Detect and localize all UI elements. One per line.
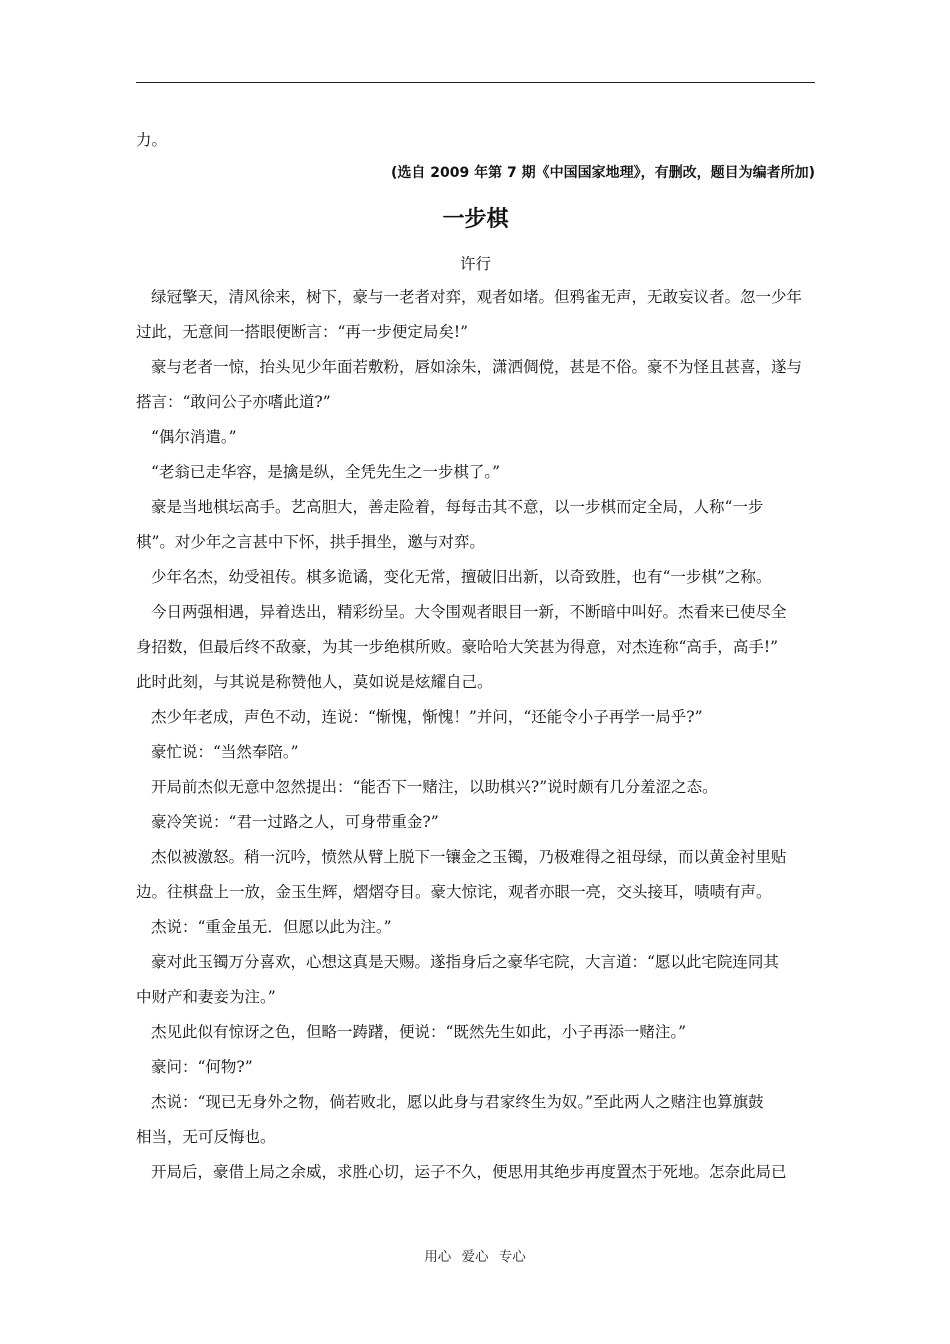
paragraph-first-line: 豪与老者一惊，抬头见少年面若敷粉，唇如涂朱，潇洒倜傥，甚是不俗。豪不为怪且甚喜，遂与 xyxy=(151,358,803,376)
paragraph-first-line: 杰少年老成，声色不动，连说：“惭愧，惭愧！”并问，“还能令小子再学一局乎?” xyxy=(151,708,703,726)
paragraph-first-line: “老翁已走华容，是擒是纵，全凭先生之一步棋了。” xyxy=(151,463,501,481)
paragraph-first-line: 开局前杰似无意中忽然提出：“能否下一赌注，以助棋兴?”说时颇有几分羞涩之态。 xyxy=(151,778,718,796)
paragraph-first-line: 豪是当地棋坛高手。艺高胆大，善走险着，每每击其不意，以一步棋而定全局，人称“一步 xyxy=(151,498,764,516)
article-author: 许行 xyxy=(459,255,491,273)
article-title: 一步棋 xyxy=(442,207,509,232)
article-paragraphs xyxy=(136,280,815,1190)
paragraph-first-line: 豪忙说：“当然奉陪。” xyxy=(151,743,299,761)
paragraph-first-line: 杰似被激怒。稍一沉吟，愤然从臂上脱下一镶金之玉镯，乃极难得之祖母绿，而以黄金衬里贴 xyxy=(151,848,787,866)
source-citation: (选自 2009 年第 7 期《中国国家地理》，有删改，题目为编者所加) xyxy=(391,165,815,181)
document-body xyxy=(136,123,815,1190)
paragraph-first-line: 杰说：“重金虽无．但愿以此为注。” xyxy=(151,918,392,936)
paragraph-line: 身招数，但最后终不敌豪，为其一步绝棋所败。豪哈哈大笑甚为得意，对杰连称“高手，高手!” xyxy=(136,638,779,656)
paragraph-line: 相当，无可反悔也。 xyxy=(136,1128,276,1146)
paragraph-line: 搭言：“敢问公子亦嗜此道?” xyxy=(136,393,331,411)
paragraph-first-line: 绿冠擎天，清风徐来，树下，豪与一老者对弈，观者如堵。但鸦雀无声，无敢妄议者。忽一少年 xyxy=(151,288,803,306)
paragraph-line: 中财产和妻妾为注。” xyxy=(136,988,276,1006)
header-rule xyxy=(136,82,815,83)
paragraph-first-line: 杰说：“现已无身外之物，倘若败北，愿以此身与君家终生为奴。”至此两人之赌注也算旗鼓 xyxy=(151,1093,764,1111)
paragraph-line: 棋”。对少年之言甚中下怀，拱手揖坐，邀与对弈。 xyxy=(136,533,485,551)
paragraph-first-line: 豪冷笑说：“君一过路之人，可身带重金?” xyxy=(151,813,439,831)
top-fragment: 力。 xyxy=(136,131,168,149)
paragraph-first-line: 今日两强相遇，异着迭出，精彩纷呈。大令围观者眼目一新，不断暗中叫好。杰看来已使尽全 xyxy=(151,603,787,621)
paragraph-first-line: 豪对此玉镯万分喜欢，心想这真是天赐。遂指身后之豪华宅院，大言道：“愿以此宅院连同其 xyxy=(151,953,779,971)
paragraph-first-line: “偶尔消遣。” xyxy=(151,428,237,446)
paragraph-first-line: 少年名杰，幼受祖传。棋多诡谲，变化无常，擅破旧出新，以奇致胜，也有“一步棋”之称。 xyxy=(151,568,772,586)
page-footer: 用心 爱心 专心 xyxy=(424,1249,526,1265)
paragraph-first-line: 杰见此似有惊讶之色，但略一踌躇，便说：“既然先生如此，小子再添一赌注。” xyxy=(151,1023,687,1041)
paragraph-first-line: 豪问：“何物?” xyxy=(151,1058,253,1076)
paragraph-line: 此时此刻，与其说是称赞他人，莫如说是炫耀自己。 xyxy=(136,673,493,691)
paragraph-line: 边。往棋盘上一放，金玉生辉，熠熠夺目。豪大惊诧，观者亦眼一亮，交头接耳，啧啧有声。 xyxy=(136,883,772,901)
paragraph-line: 过此，无意间一搭眼便断言：“再一步便定局矣!” xyxy=(136,323,469,341)
paragraph-first-line: 开局后，豪借上局之余威，求胜心切，运子不久，便思用其绝步再度置杰于死地。怎奈此局已 xyxy=(151,1163,787,1181)
